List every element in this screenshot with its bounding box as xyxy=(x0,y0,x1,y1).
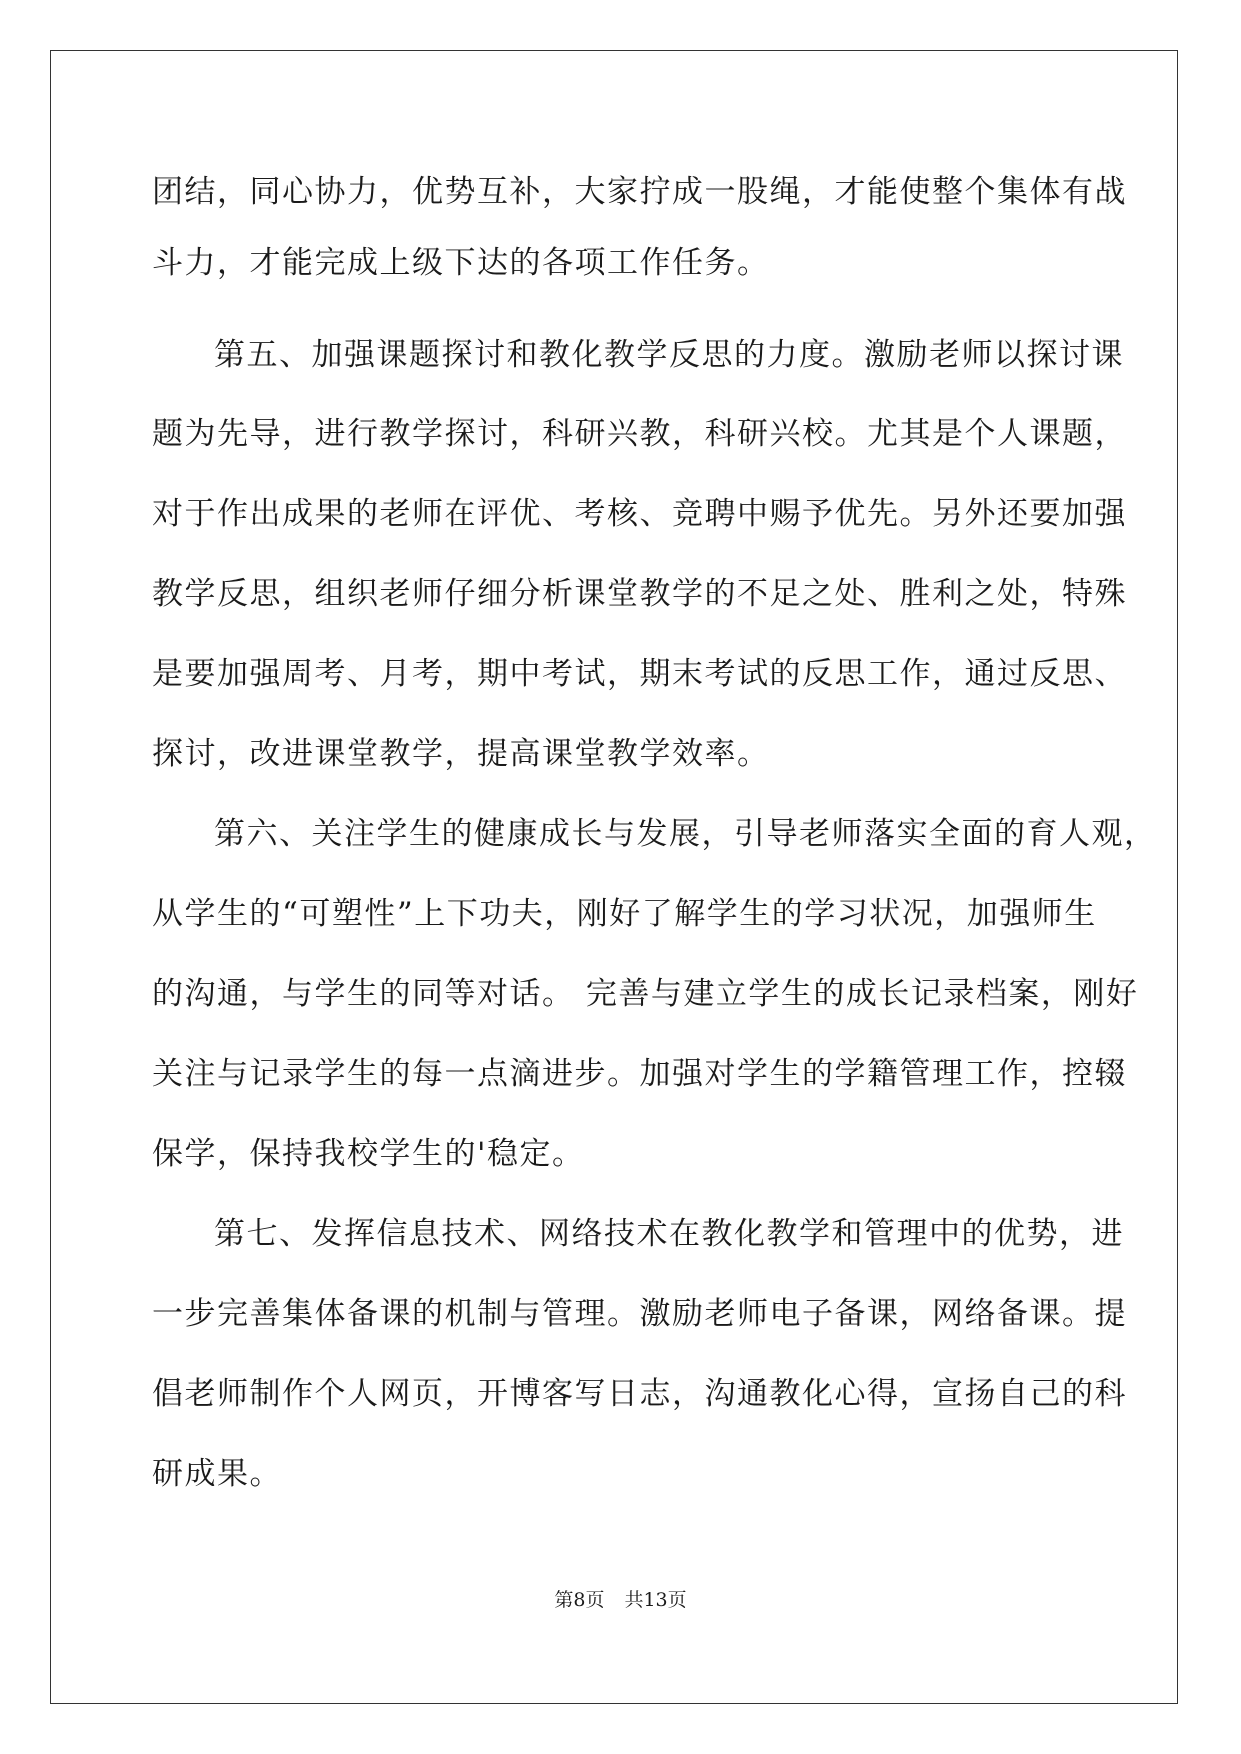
text-line: 题为先导，进行教学探讨，科研兴教，科研兴校。尤其是个人课题， xyxy=(152,416,1127,452)
text-line: 团结，同心协力，优势互补，大家拧成一股绳，才能使整个集体有战 xyxy=(152,174,1127,210)
text-line: 教学反思，组织老师仔细分析课堂教学的不足之处、胜利之处，特殊 xyxy=(152,576,1127,612)
page-number: 第8页 xyxy=(554,1589,605,1611)
text-line: 的沟通，与学生的同等对话。 完善与建立学生的成长记录档案，刚好 xyxy=(152,976,1139,1012)
text-line: 从学生的“可塑性”上下功夫，刚好了解学生的学习状况，加强师生 xyxy=(152,896,1097,932)
paragraph-start-line: 第六、关注学生的健康成长与发展，引导老师落实全面的育人观， xyxy=(214,816,1157,852)
text-line: 关注与记录学生的每一点滴进步。加强对学生的学籍管理工作，控辍 xyxy=(152,1056,1127,1092)
text-line: 探讨，改进课堂教学，提高课堂教学效率。 xyxy=(152,736,770,772)
paragraph-start-line: 第七、发挥信息技术、网络技术在教化教学和管理中的优势，进 xyxy=(214,1216,1124,1252)
text-line: 对于作出成果的老师在评优、考核、竞聘中赐予优先。另外还要加强 xyxy=(152,496,1127,532)
paragraph-start-line: 第五、加强课题探讨和教化教学反思的力度。激励老师以探讨课 xyxy=(214,337,1124,373)
text-line: 研成果。 xyxy=(152,1456,282,1492)
page-total: 共13页 xyxy=(624,1589,687,1611)
text-line: 斗力，才能完成上级下达的各项工作任务。 xyxy=(152,245,770,281)
text-line: 倡老师制作个人网页，开博客写日志，沟通教化心得，宣扬自己的科 xyxy=(152,1376,1127,1412)
text-line: 一步完善集体备课的机制与管理。激励老师电子备课，网络备课。提 xyxy=(152,1296,1127,1332)
page-footer xyxy=(0,1588,1241,1612)
text-line: 保学，保持我校学生的'稳定。 xyxy=(152,1136,585,1172)
text-line: 是要加强周考、月考，期中考试，期末考试的反思工作，通过反思、 xyxy=(152,656,1127,692)
